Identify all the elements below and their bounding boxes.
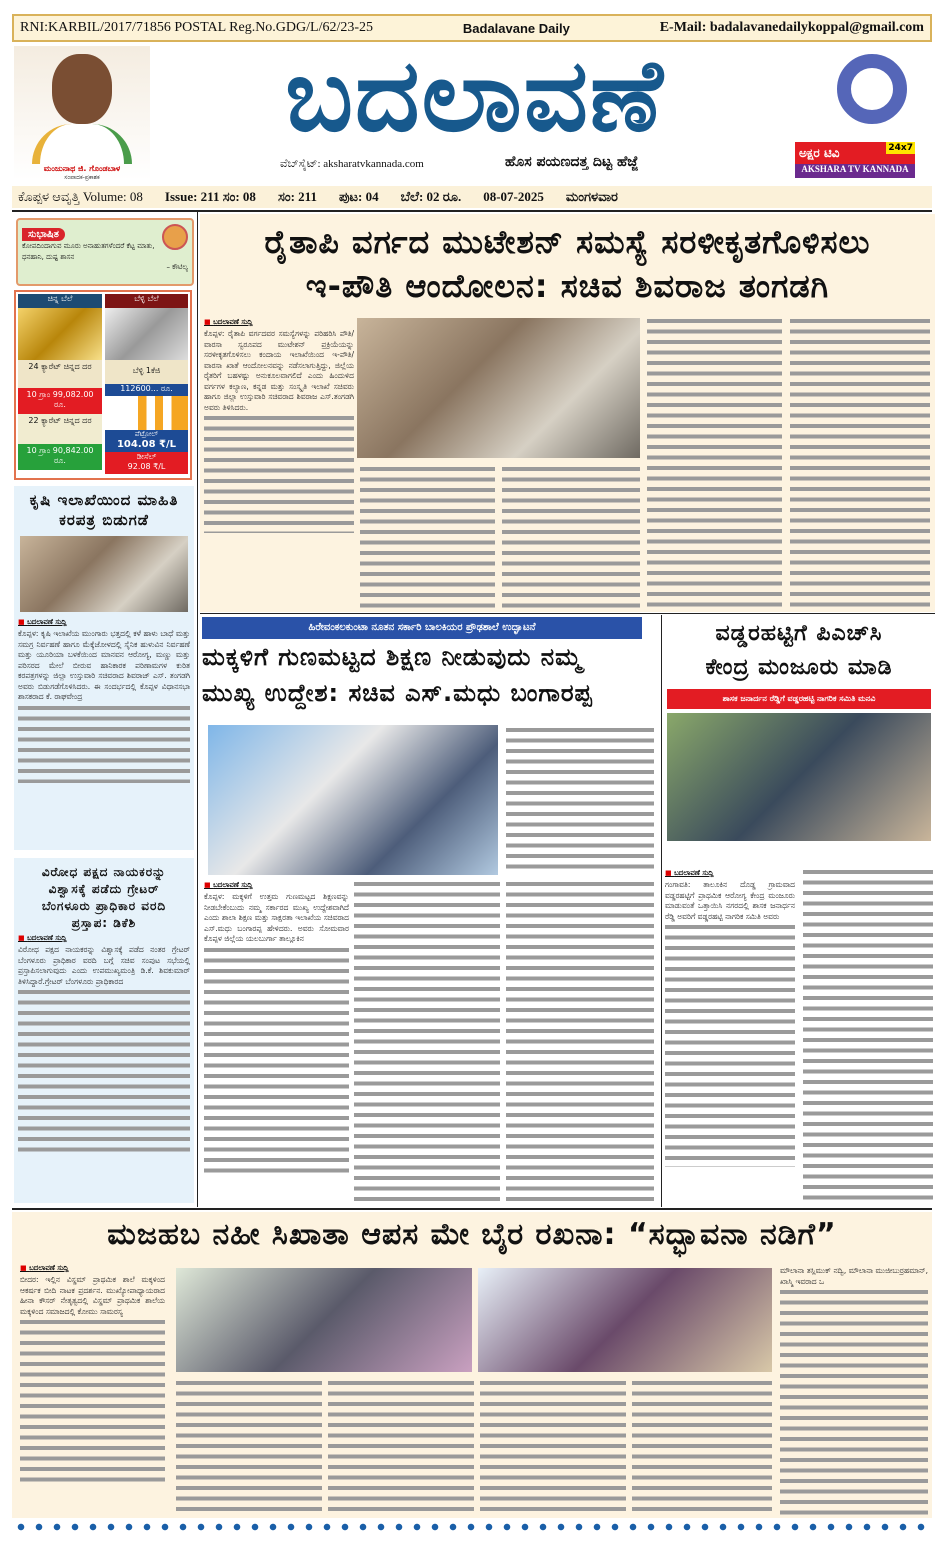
silver-label: ಬೆಳ್ಳಿ 1ಕೆಜಿ bbox=[105, 360, 188, 384]
page-footer-dots bbox=[12, 1522, 932, 1532]
gold-22k-value: 10 ಗ್ರಾಂ 90,842.00 ರೂ. bbox=[18, 444, 102, 470]
phc-body: ಗಂಗಾವತಿ: ತಾಲೂಕಿನ ದೊಡ್ಡ ಗ್ರಾಮವಾದ ವಡ್ಡರಹಟ್ಟಿಗೆ ಪ್ರಾಥಮಿಕ ಆರೋಗ್ಯ ಕೇಂದ್ರ ಮಂಜೂರು ಮಾಡುವಂತೆ ಒತ್ತಾಯಿಸಿ ನಗರದಲ್ಲಿ ಶಾಸಕ ಜನಾರ್ಧನ ರೆಡ್ಡಿ ಅವರಿಗೆ ವಡ್ಡರಹಟ್ಟಿ ನಾಗರಿಕ ಸಮಿತಿ ಅವರು bbox=[665, 880, 795, 921]
email-address: E-Mail: badalavanedailykoppal@gmail.com bbox=[659, 20, 924, 35]
paper-name-english: Badalavane Daily bbox=[462, 20, 570, 36]
masthead-title: ಬದಲಾವಣೆ bbox=[285, 37, 665, 154]
story-virodha bbox=[14, 858, 194, 1203]
byline: ■ ಬದಲಾವಣೆ ಸುದ್ದಿ bbox=[204, 318, 354, 327]
price: ಬೆಲೆ: 02 ರೂ. bbox=[400, 189, 462, 204]
tv-logo-kannada: ಅಕ್ಷರ ಟಿವಿ bbox=[799, 146, 840, 160]
petrol-label: ಪೆಟ್ರೋಲ್ bbox=[134, 430, 159, 438]
subhashita-author: – ಕೌಟಿಲ್ಯ bbox=[166, 263, 188, 271]
diesel-value: 92.08 ₹/L bbox=[127, 462, 166, 471]
tagline: ಹೊಸ ಪಯಣದತ್ತ ದಿಟ್ಟ ಹೆಜ್ಜೆ bbox=[505, 154, 639, 170]
website: ವೆಬ್‌ಸೈಟ್: aksharatvkannada.com bbox=[280, 158, 424, 170]
diesel-label: ಡೀಸೆಲ್ bbox=[136, 452, 157, 461]
tv-badge: 24x7 bbox=[888, 143, 913, 153]
bottom-photo-left bbox=[176, 1268, 472, 1372]
gold-bars-image bbox=[18, 308, 102, 360]
lead-photo bbox=[357, 318, 640, 458]
school-headline-line2: ಮುಖ್ಯ ಉದ್ದೇಶ: ಸಚಿವ ಎಸ್.ಮಧು ಬಂಗಾರಪ್ಪ bbox=[202, 679, 593, 707]
lead-headline-line2: ಇ-ಪೌತಿ ಆಂದೋಲನ: ಸಚಿವ ಶಿವರಾಜ ತಂಗಡಗಿ bbox=[305, 267, 830, 305]
edition: ಕೊಪ್ಪಳ ಆವೃತ್ತಿ Volume: 08 bbox=[18, 189, 143, 204]
school-kicker: ಹಿರೇವಂಕಲಕುಂಟಾ ನೂತನ ಸರ್ಕಾರಿ ಬಾಲಕಿಯರ ಪ್ರೌಢಶಾಲೆ ಉದ್ಘಾಟನೆ bbox=[202, 617, 642, 639]
lead-headline-line1: ರೈತಾಪಿ ವರ್ಗದ ಮುಟೇಶನ್ ಸಮಸ್ಯೆ ಸರಳೀಕೃತಗೊಳಿಸಲು bbox=[264, 223, 871, 261]
date: 08-07-2025 bbox=[483, 189, 544, 204]
phc-photo bbox=[667, 713, 931, 841]
bottom-body: ಬೀದರ: ಇಲ್ಲಿನ ವಿಸ್ಡಮ್ ಪ್ರಾಥಮಿಕ ಶಾಲೆ ಮಕ್ಕಳಿಂದ ಆಕರ್ಷಕ ಬೀದಿ ನಾಟಕ ಪ್ರದರ್ಶನ. ಮುಖ್ಯೋಪಾಧ್ಯಾಯರಾದ ಹೀನಾ ಕೌಸರ್ ನೇತೃತ್ವದಲ್ಲಿ ವಿಸ್ಡಮ್ ಪ್ರಾಥಮಿಕ ಶಾಲೆಯ ಮಕ್ಕಳಿಂದ ಸಮಾಜದಲ್ಲಿ ಕೋಮು ಸಾಮರಸ್ಯ bbox=[20, 1275, 165, 1316]
story-phc bbox=[665, 617, 933, 1207]
bottom-headline: ಮಜಹಬ ನಹೀ ಸಿಖಾತಾ ಆಪಸ ಮೇ ಬೈರ ರಖನಾ: “ಸದ್ಭಾವನಾ ನಡಿಗೆ” bbox=[107, 1217, 837, 1252]
lead-body: ಕೊಪ್ಪಳ: ರೈತಾಪಿ ವರ್ಗದವರ ಸಮಸ್ಯೆಗಳನ್ನು ಪರಿಹರಿಸಿ ಪೌತಿ/ ವಾರಸಾ ಸ್ವರೂಪದ ಮುಟೇಶನ್ ಪ್ರಕ್ರಿಯೆಯನ್ನು ಸರಳೀಕೃತಗೊಳಿಸಲು ಕಂದಾಯ ಇಲಾಖೆಯಿಂದ ಇ-ಪೌತಿ/ ವಾರಸಾ ಖಾತೆ ಆಂದೋಲನವನ್ನು ನಡೆಸಲಾಗುತ್ತಿದ್ದು, ಜಿಲ್ಲೆಯ ರೈತರಿಗೆ ಬಹಳಷ್ಟು ಅನುಕೂಲವಾಗಲಿದೆ ಎಂದು ಹಿಂದುಳಿದ ವರ್ಗಗಳ ಕಲ್ಯಾಣ, ಕನ್ನಡ ಮತ್ತು ಸಂಸ್ಕೃತಿ ಇಲಾಖೆ ಸಚಿವರು ಹಾಗೂ ಜಿಲ್ಲಾ ಉಸ್ತುವಾರಿ ಸಚಿವರಾದ ಶಿವರಾಜ ಎಸ್.ತಂಗಡಗಿ ಅವರು ತಿಳಿಸಿದರು. bbox=[204, 329, 354, 412]
gold-24k-value: 10 ಗ್ರಾಂ 99,082.00 ರೂ. bbox=[18, 388, 102, 414]
editor-photo bbox=[14, 46, 150, 180]
price-box bbox=[14, 290, 192, 480]
phc-kicker: ಶಾಸಕ ಜನಾರ್ದನ ರೆಡ್ಡಿಗೆ ವಡ್ಡರಹಟ್ಟಿ ನಾಗರಿಕ ಸಮಿತಿ ಮನವಿ bbox=[667, 689, 931, 709]
subhashita-text: ಕೋಪದಿಂದಾಗುವ ಮೂರು ಅನಾಹುತಗಳೆಂದರೆ ಕೆಟ್ಟ ಮಾತು, ಧನಹಾನಿ, ದುಷ್ಟ ಶಾಸನ bbox=[22, 242, 155, 261]
sam: ಸಂ: 211 bbox=[277, 189, 317, 204]
byline: ■ ಬದಲಾವಣೆ ಸುದ್ದಿ bbox=[18, 618, 190, 627]
akshara-tv-logo bbox=[795, 46, 930, 180]
krishi-headline: ಕೃಷಿ ಇಲಾಖೆಯಿಂದ ಮಾಹಿತಿ ಕರಪತ್ರ ಬಿಡುಗಡೆ bbox=[29, 491, 179, 529]
school-photo bbox=[208, 725, 498, 875]
bottom-photo-right bbox=[478, 1268, 772, 1372]
fuel-pump-icon bbox=[105, 396, 188, 430]
editor-role: ಸಂಪಾದಕ-ಪ್ರಕಾಶಕ bbox=[64, 174, 100, 181]
editor-name: ಮಂಜುನಾಥ ಜಿ. ಗೊಂಡಬಾಳ bbox=[43, 164, 121, 173]
silver-price-title: ಬೆಳ್ಳಿ ಬೆಲೆ bbox=[105, 294, 188, 308]
silver-bars-image bbox=[105, 308, 188, 360]
story-krishi bbox=[14, 486, 194, 850]
school-headline-line1: ಮಕ್ಕಳಿಗೆ ಗುಣಮಟ್ಟದ ಶಿಕ್ಷಣ ನೀಡುವುದು ನಮ್ಮ bbox=[202, 643, 583, 671]
gold-24k-label: 24 ಕ್ಯಾರೆಟ್ ಚಿನ್ನದ ದರ bbox=[18, 360, 102, 388]
school-body: ಕೊಪ್ಪಳ: ಮಕ್ಕಳಿಗೆ ಉತ್ತಮ ಗುಣಮಟ್ಟದ ಶಿಕ್ಷಣವನ್ನು ನೀಡಬೇಕೆಂಬುದು ನಮ್ಮ ಸರ್ಕಾರದ ಮುಖ್ಯ ಉದ್ದೇಶವಾಗಿದೆ ಎಂದು ಶಾಲಾ ಶಿಕ್ಷಣ ಮತ್ತು ಸಾಕ್ಷರತಾ ಇಲಾಖೆಯ ಸಚಿವರಾದ ಎಸ್.ಮಧು ಬಂಗಾರಪ್ಪ ಹೇಳಿದರು. ಅವರು ಸೋಮವಾರ ಕೊಪ್ಪಳ ಜಿಲ್ಲೆಯ ಯಲಬುರ್ಗಾ ತಾಲ್ಲೂಕಿನ bbox=[204, 892, 349, 943]
subhashita-title: ಸುಭಾಷಿತ bbox=[22, 228, 65, 241]
byline: ■ ಬದಲಾವಣೆ ಸುದ್ದಿ bbox=[18, 934, 190, 943]
gold-22k-label: 22 ಕ್ಯಾರೆಟ್ ಚಿನ್ನದ ದರ bbox=[18, 414, 102, 444]
issue: Issue: 211 ಸಂ: 08 bbox=[164, 189, 256, 204]
phc-headline-line1: ವಡ್ಡರಹಟ್ಟಿಗೆ ಪಿಎಚ್‌ಸಿ bbox=[715, 621, 883, 646]
tv-logo-english: AKSHARA TV KANNADA bbox=[795, 164, 915, 178]
pages: ಪುಟ: 04 bbox=[338, 189, 379, 204]
bottom-right-body: ಮೌಲಾನಾ ತಸ್ಲಿಮುಕ್ ನದ್ವಿ, ಮೌಲಾನಾ ಮುಜೀಬುರ್ರಹಮಾನ್, ಖಾಸ್ಮಿ ಇವರಾದ ಒ bbox=[780, 1266, 928, 1286]
virodha-headline: ವಿರೋಧ ಪಕ್ಷದ ನಾಯಕರನ್ನು ವಿಶ್ವಾಸಕ್ಕೆ ಪಡೆದು ಗ್ರೇಟರ್ ಬೆಂಗಳೂರು ಪ್ರಾಧಿಕಾರ ವರದಿ ಪ್ರಸ್ತಾಪ: ಡಿಕೆಶಿ bbox=[41, 865, 167, 930]
story-bottom bbox=[12, 1212, 932, 1518]
krishi-photo bbox=[20, 536, 188, 612]
story-lead bbox=[200, 214, 935, 612]
subhashita-box bbox=[16, 218, 194, 286]
krishi-body: ಕೊಪ್ಪಳ: ಕೃಷಿ ಇಲಾಖೆಯ ಮುಂಗಾರು ಭತ್ತದಲ್ಲಿ ಕಳೆ ಹಾಳು ಬಾಧೆ ಮತ್ತು ಸಮಗ್ರ ನಿರ್ವಹಣೆ ಹಾಗೂ ಮೆಕ್ಕೆಜೋಳದಲ್ಲಿ ಸೈನಿಕ ಹುಳುವಿನ ನಿರ್ವಹಣೆ ಮತ್ತು ಯೂರಿಯಾ ಬಳಕೆಯಿಂದ ಮಾನವನ ಆರೋಗ್ಯ, ಮಣ್ಣು ಮತ್ತು ಪರಿಸರದ ಮೇಲೆ ಬೀರುವ ಹಾನಿಕಾರಕ ಪರಿಣಾಮಗಳ ಕುರಿತ ಕರಪತ್ರಗಳನ್ನು ಜಿಲ್ಲಾ ಉಸ್ತುವಾರಿ ಸಚಿವರಾದ ಶಿವರಾಜ್ ಎಸ್. ತಂಗಡಗಿ ಅವರು ಬಿಡುಗಡೆಗೊಳಿಸಿದರು. ಈ ಸಂದರ್ಭದಲ್ಲಿ ಕೊಪ್ಪಳ ವಿಧಾನಸಭಾ ಶಾಸಕರಾದ ಕೆ. ರಾಘವೇಂದ್ರ bbox=[18, 629, 190, 701]
day: ಮಂಗಳವಾರ bbox=[565, 189, 618, 204]
byline: ■ ಬದಲಾವಣೆ ಸುದ್ದಿ bbox=[20, 1264, 165, 1273]
phc-headline-line2: ಕೇಂದ್ರ ಮಂಜೂರು ಮಾಡಿ bbox=[705, 655, 893, 680]
registration-number: RNI:KARBIL/2017/71856 POSTAL Reg.No.GDG/L/62/23-25 bbox=[20, 20, 374, 35]
issue-info-bar bbox=[12, 186, 932, 208]
gold-price-title: ಚಿನ್ನ ಬೆಲೆ bbox=[18, 294, 102, 308]
petrol-value: 104.08 ₹/L bbox=[116, 439, 177, 450]
silver-value: 112600... ರೂ. bbox=[105, 384, 188, 396]
byline: ■ ಬದಲಾವಣೆ ಸುದ್ದಿ bbox=[665, 869, 795, 878]
microphone-logo-icon bbox=[837, 54, 907, 124]
byline: ■ ಬದಲಾವಣೆ ಸುದ್ದಿ bbox=[204, 881, 349, 890]
story-school bbox=[202, 617, 657, 1207]
virodha-body: ವಿರೋಧ ಪಕ್ಷದ ನಾಯಕರನ್ನು ವಿಶ್ವಾಸಕ್ಕೆ ಪಡೆದ ನಂತರ ಗ್ರೇಟರ್ ಬೆಂಗಳೂರು ಪ್ರಾಧಿಕಾರ ವರದಿ ಬಗ್ಗೆ ಸಚಿವ ಸಂಪುಟ ಸಭೆಯಲ್ಲಿ ಪ್ರಸ್ತಾಪಿಸಲಾಗುವುದು ಎಂದು ಉಪಮುಖ್ಯಮಂತ್ರಿ ಡಿ.ಕೆ. ಶಿವಕುಮಾರ್ ತಿಳಿಸಿದ್ದಾರೆ.ಗ್ರೇಟರ್ ಬೆಂಗಳೂರು ಪ್ರಾಧಿಕಾರದ bbox=[18, 945, 190, 986]
kautilya-portrait-icon bbox=[162, 224, 188, 250]
